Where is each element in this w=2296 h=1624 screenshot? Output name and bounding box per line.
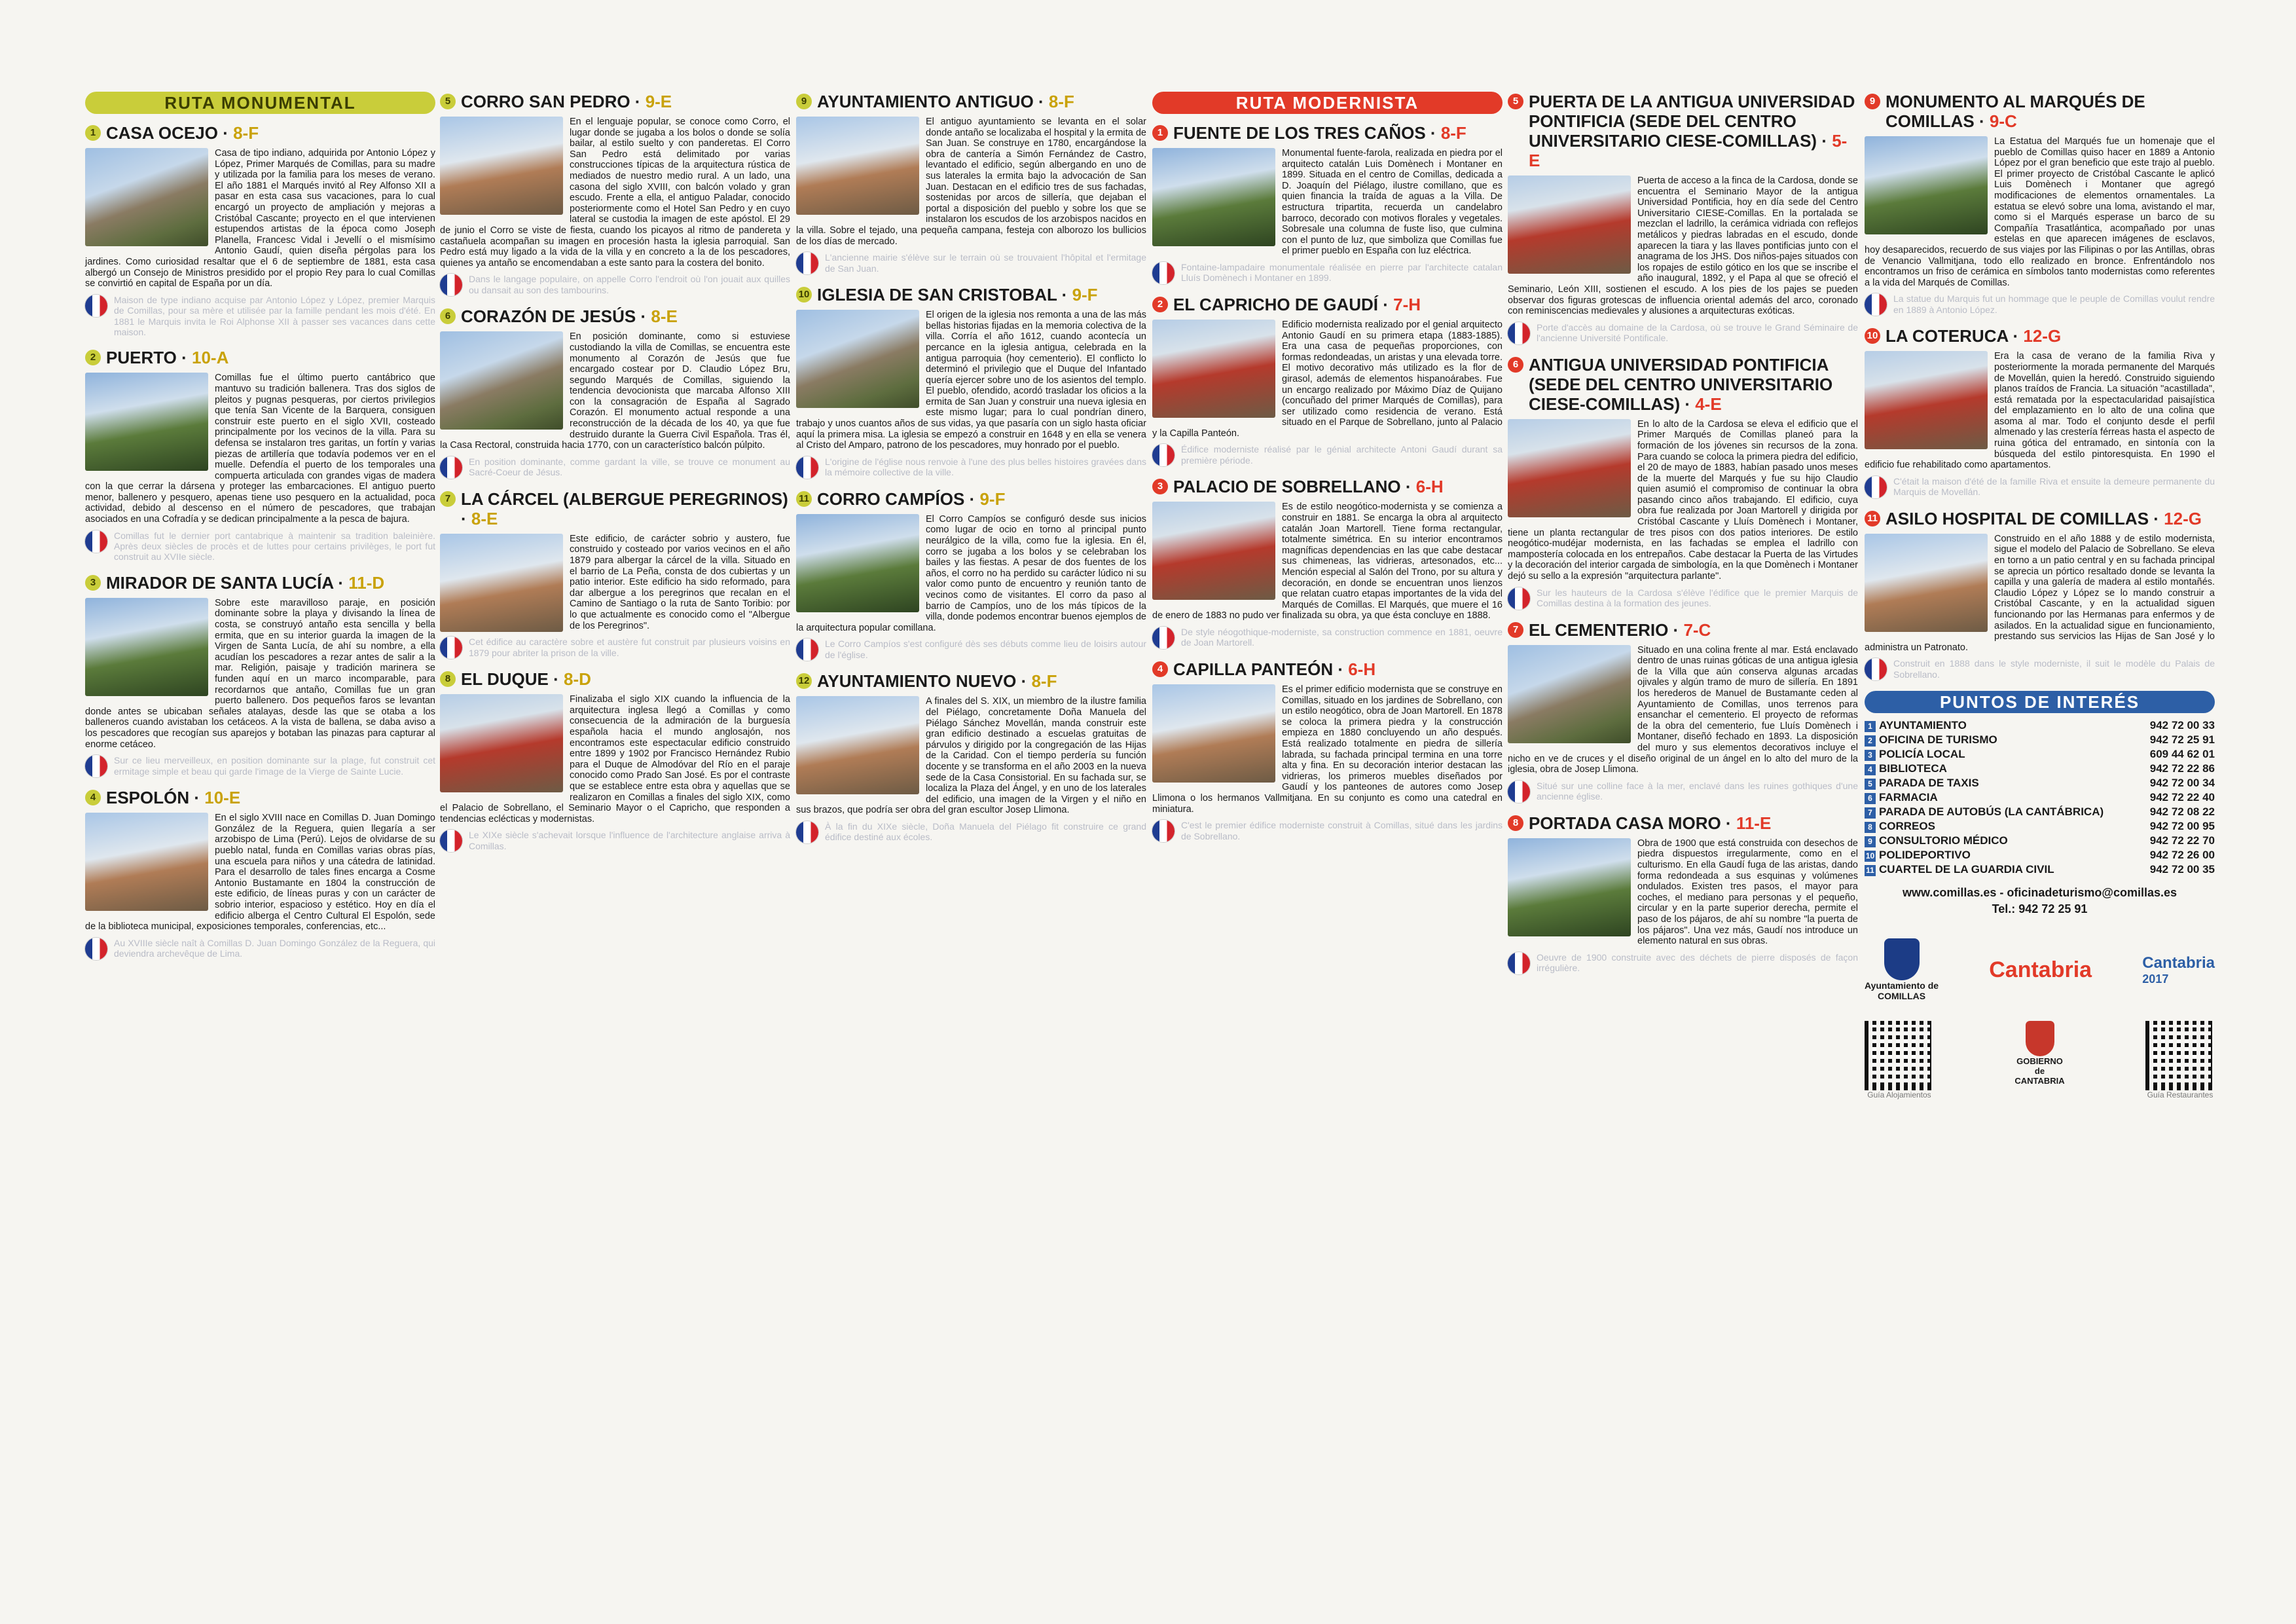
section-el-capricho: 2 EL CAPRICHO DE GAUDÍ · 7-H Edificio modernista realizado por el genial arquitecto Antonio Gaudí en su primera etapa (1883-1885). Era una casa de pequeñas proporciones, con formas redondeadas, un aristas y una elevada torre. El motivo decorativo más utilizado es la flor de girasol, además de elementos hispanoárabes. Fue un encargo realizado por Máximo Díaz de Quijano (concuñado del primer Marqués de Comillas), para ser utilizado como residencia de verano. Está situado en el Parque de Sobrellano, junto al Palacio y la Capilla Panteón. Édifice moderniste réalisé par le génial architecte Antoni Gaudí durant sa première période.: [1152, 294, 1503, 466]
section-text: Este edificio, de carácter sobrio y austero, fue construido y costeado por varios vecinos en el año 1879 para albergar la cárcel de la villa. Situado en el barrio de La Peña, consta de dos cubiertas y un patio interior. Este edificio ha sido reformado, para dar albergue a los peregrinos que recalan en el Camino de Santiago o la ruta de Santo Toribio: por lo que actualmente es conocido como el "Albergue de los Peregrinos".: [570, 533, 790, 631]
french-flag-icon: [1865, 293, 1887, 316]
section-text: El antiguo ayuntamiento se levanta en el solar donde antaño se localizaba el hospital y la ermita de San Juan. Se construye en 1780, encargándose la obra de cantería a Simón Fernández de Castro, levantado el edificio, según albergando en uno de sus laterales la ermita bajo la advocación de San Juan. Destacan en el edificio tres de sus fachadas, sostenidas por arcos de sillería, que dejaban el portal a disposición del pueblo y sobre los que se instalaron los escudos de los arzobispos nacidos en la villa. Sobre el tejado, una pequeña campana, festeja con alborozo los bullicios de los días de mercado.: [796, 117, 1146, 247]
section-number: 1: [85, 125, 101, 141]
french-flag-icon: [440, 274, 462, 296]
map-coordinate: 9-F: [979, 489, 1006, 509]
section-number: 10: [796, 287, 812, 303]
poi-row: 11 CUARTEL DE LA GUARDIA CIVIL 942 72 00 35: [1865, 862, 2215, 877]
section-number: 3: [85, 575, 101, 591]
poi-row: 9 CONSULTORIO MÉDICO 942 72 22 70: [1865, 834, 2215, 848]
french-flag-icon: [796, 252, 818, 274]
section-text: Obra de 1900 que está construida con desechos de piedra dispuestos irregularmente, como en el culturismo. En ella Gaudí fuga de las aristas, dando forma redondeada a sus esquinas y volúmenes ondulados. Existen tres pasos, el mayor para coches, el mediano para personas y el pequeño, circular y en la parte superior derecha, permite el paso de los pájaros, de ahí su nombre "la puerta de los pájaros". Una vez más, Gaudí nos introduce un elemento natural en sus obras.: [1637, 838, 1858, 947]
section-number: 8: [440, 671, 456, 687]
section-casa-ocejo: 1 CASA OCEJO · 8-F Casa de tipo indiano, adquirida por Antonio López y López, Primer Marqués de Comillas, para su madre y utilizada por la familia para los meses de verano. El año 1881 el Marqués invitó al Rey Alfonso XII a pasar en esta casa sus vacaciones, para lo cual encargó un proyecto de ampliación y mejoras a Cristóbal Cascante; proyecto en el que intervienen estupendos artistas de la época como Joseph Planella, Francesc Vidal i Jevellí o el mismísimo Antonio Gaudí, quien diseña pérgolas para los jardines. Como curiosidad resaltar que el 6 de septiembre de 1881, esta casa albergó un Consejo de Ministros presidido por el propio Rey para lo cual Comillas se convirtió en capital de España por un día. Maison de type indiano acquise par Antonio López y López, premier Marquis de Comillas, pour sa mère et utilisée par la famille pendant les mois d'été. En 1881 le Marquis invita le Roi Alphonse XII à passer ses vacances dans cette maison.: [85, 123, 435, 337]
photo-espolon: [85, 813, 208, 911]
section-palacio-sobrellano: 3 PALACIO DE SOBRELLANO · 6-H Es de estilo neogótico-modernista y se comienza a construir en 1881. Se encarga la obra al arquitecto catalán Joan Martorell. Tiene forma rectangular, totalmente simétrica. En su interior encontramos magníficas dependencias en las que cabe destacar sus chimeneas, las vidrieras, artesonados, etc... Mención especial al Salón del Trono, por su altura y decoración, en donde se encuentran unos lienzos que relatan cuatro etapas importantes de la vida del Marqués de Comillas. El Marqués, que muere el 16 de enero de 1883 no pudo ver finalizada su obra, ya que ésta concluye en 1888. De style néogothique-moderniste, sa construction commence en 1881, oeuvre de Joan Martorell.: [1152, 477, 1503, 648]
section-number: 4: [1152, 661, 1168, 677]
poi-row: 10 POLIDEPORTIVO 942 72 26 00: [1865, 849, 2215, 862]
photo-cementerio: [1508, 645, 1631, 743]
qr-code-icon: [2145, 1021, 2215, 1090]
section-number: 12: [796, 673, 812, 689]
photo-el-duque: [440, 694, 563, 792]
french-text: Sur les hauteurs de la Cardosa s'élève l'édifice que le premier Marquis de Comillas destina à la formation des jeunes.: [1537, 587, 1858, 609]
points-of-interest: [1865, 691, 2215, 877]
map-coordinate: 5-E: [1529, 131, 1848, 170]
section-title: IGLESIA DE SAN CRISTOBAL: [817, 285, 1057, 305]
section-number: 10: [1865, 328, 1880, 344]
photo-casa-ocejo: [85, 148, 208, 246]
poi-title: PUNTOS DE INTERÉS: [1865, 691, 2215, 713]
section-number: 6: [1508, 357, 1523, 373]
section-title: LA CÁRCEL (ALBERGUE PEREGRINOS): [461, 489, 788, 509]
section-title: MIRADOR DE SANTA LUCÍA: [106, 572, 334, 593]
french-flag-icon: [1152, 820, 1175, 842]
french-text: Porte d'accès au domaine de la Cardosa, où se trouve le Grand Séminaire de l'ancienne Université Pontificale.: [1537, 322, 1858, 344]
section-title: EL CAPRICHO DE GAUDÍ: [1173, 294, 1378, 314]
section-number: 5: [1508, 94, 1523, 109]
french-text: L'ancienne mairie s'élève sur le terrain où se trouvaient l'hôpital et l'ermitage de San Juan.: [825, 252, 1146, 274]
map-coordinate: 8-F: [233, 123, 259, 143]
map-coordinate: 6-H: [1348, 659, 1376, 679]
section-number: 7: [1508, 622, 1523, 638]
french-flag-icon: [1508, 952, 1530, 974]
french-text: Dans le langage populaire, on appelle Corro l'endroit où l'on jouait aux quilles ou dansait au son des tambourins.: [469, 274, 790, 295]
french-text: Construit en 1888 dans le style moderniste, il suit le modèle du Palais de Sobrellano.: [1893, 658, 2215, 680]
column-6: [1865, 92, 2215, 1099]
section-number: 2: [1152, 297, 1168, 312]
map-coordinate: 10-E: [204, 788, 241, 808]
section-number: 1: [1152, 125, 1168, 141]
section-number: 9: [1865, 94, 1880, 109]
photo-ayuntamiento-antiguo: [796, 117, 919, 215]
photo-coteruca: [1865, 351, 1988, 449]
section-text: En posición dominante, como si estuviese custodiando la villa de Comillas, se encuentra este monumento al Corazón de Jesús que fue encargado costear por D. Claudio López Bru, segundo Marqués de Comillas, siguiendo la tendencia devocionista que marcaba Alfonso XIII con la consagración de España al Sagrado Corazón. El monumento actual responde a una reconstrucción de la década de los 40, ya que fue destruido durante la Guerra Civil Española. Tras él, la Casa Rectoral, construida hacia 1770, con un característico balcón púlpito.: [440, 331, 790, 451]
map-coordinate: 4-E: [1695, 394, 1722, 414]
poi-row: 6 FARMACIA 942 72 22 40: [1865, 790, 2215, 805]
section-mirador-santa-lucia: 3 MIRADOR DE SANTA LUCÍA · 11-D Sobre este maravilloso paraje, en posición dominante sobre la playa y divisando la línea de costa, se construyó antaño esta sencilla y bella ermita, que en su interior guarda la imagen de la Virgen de Santa Lucía, de ahí su nombre, a ella acudían los pescadores a rezar antes de salir a la mar. Religión, paisaje y tradición marinera se funden aquí en un marco incomparable, para recordarnos que antaño, Comillas fue un gran puerto ballenero. Dos pequeños faros se levantan donde antes se ubicaban señales atalayas, desde las que se otaba a los balleneros cuando avistaban los cetáceos. A la vista de ballena, se daba aviso a los pescadores que recogían sus aparejos y botaban las pinazas para capturar al enorme cetáceo. Sur ce lieu merveilleux, en position dominante sur la plage, fut construit cet ermitage simple et beau qui garde l'image de la Vierge de Sainte Lucie.: [85, 572, 435, 777]
section-puerto: 2 PUERTO · 10-A Comillas fue el último puerto cantábrico que mantuvo su tradición ballenera. Tras dos siglos de pleitos y pugnas pesqueras, por ciertos privilegios que tenía San Vicente de la Barquera, consiguen construir este puerto en el siglo XVII, costeado principalmente por los vecinos de la villa. Para su defensa se instalaron tres garitas, un fortín y varias piezas de artillería que todavía podemos ver en el muelle. Defendía el puerto de los temporales una compuerta articulada con grandes vigas de madera con la que cerrar la dársena y proteger las embarcaciones. El antiguo puerto menor, ballenero y pesquero, apenas tiene uso pesquero en la actualidad, poca actividad, debido al descenso en el número de pescadores, que trabajan asociados en una Cofradía y se dedican principalmente a la pesca de bajura. Comillas fut le dernier port cantabrique à maintenir sa tradition baleinière. Après deux siècles de procès et de luttes pour certains privilèges, le port fut construit au XVIIe siècle.: [85, 348, 435, 563]
section-text: Es de estilo neogótico-modernista y se comienza a construir en 1881. Se encarga la obra al arquitecto catalán Joan Martorell. Tiene forma rectangular, totalmente simétrica. En su interior encontramos magníficas dependencias en las que cabe destacar sus chimeneas, las vidrieras, artesonados, etc... Mención especial al Salón del Trono, por su altura y decoración, en donde se encuentran unos lienzos que relatan cuatro etapas importantes de la vida del Marqués de Comillas. El Marqués, que muere el 16 de enero de 1883 no pudo ver finalizada su obra, ya que ésta concluye en 1888.: [1152, 502, 1503, 621]
section-monumento-marques: 9 MONUMENTO AL MARQUÉS DE COMILLAS · 9-C La Estatua del Marqués fue un homenaje que el pueblo de Comillas quiso hacer en 1889 a Antonio López por el gran beneficio que este trajo al pueblo. El primer proyecto de Cristóbal Cascante le aplicó Luis Domènech i Montaner que agregó modificaciones de elementos ornamentales. La estatua se elevó sobre una loma, avistando el mar, como si el Marqués esperase un barco de su Compañía Trasatlántica, acompañado por unas estelas en que aparecen imágenes de esclavos, hoy desaparecidos, recuerdo de sus viajes por las Filipinas o por las Antillas, obras de Venancio Vallmitjana, todo ello realizado en bronce. Enfrentándolo nos encontramos un friso de cerámica en símbolos tanto modernistas como referentes a la vida del Marqués de Comillas. La statue du Marquis fut un hommage que le peuple de Comillas voulut rendre en 1889 à Antonio López.: [1865, 92, 2215, 315]
section-text: Edificio modernista realizado por el genial arquitecto Antonio Gaudí en su primera etapa (1883-1885). Era una casa de pequeñas proporciones, con formas redondeadas, un aristas y una elevada torre. El motivo decorativo más utilizado es la flor de girasol, además de elementos hispanoárabes. Fue un encargo realizado por Máximo Díaz de Quijano (concuñado del primer Marqués de Comillas), para ser utilizado como residencia de verano. Está situado en el Parque de Sobrellano, junto al Palacio y la Capilla Panteón.: [1152, 319, 1503, 439]
french-flag-icon: [1865, 658, 1887, 680]
photo-palacio: [1152, 502, 1275, 600]
section-number: 11: [796, 491, 812, 507]
gobierno-cantabria-logo: GOBIERNO de CANTABRIA: [2014, 1021, 2064, 1086]
column-2: [440, 92, 790, 862]
section-title: PORTADA CASA MORO: [1529, 813, 1721, 833]
section-iglesia-san-cristobal: 10 IGLESIA DE SAN CRISTOBAL · 9-F El origen de la iglesia nos remonta a una de las más bellas historias fijadas en la memoria colectiva de la villa. Corría el año 1612, cuando acontecía un percance en la iglesia antigua, celebrada en la antigua parroquia (hoy cementerio). El conflicto lo determinó el privilegio que el Duque del Infantado quería ejercer sobre uno de los asientos del templo. El pueblo, ofendido, acordó trasladar los oficios a la ermita de San Juan y construir una nueva iglesia en este mismo lugar; para lo cual pondrían dinero, trabajo y unos cuantos años de sus vidas, ya que pasaría con un siglo hasta oficiar aquí la primera misa. La iglesia se empezó a construir en 1648 y en ella se venera al Cristo del Amparo, patrono de los pescadores, muy honrado por el pueblo. L'origine de l'église nous renvoie à l'une des plus belles histoires gravées dans la mémoire collective de la ville.: [796, 285, 1146, 478]
section-ayuntamiento-nuevo: 12 AYUNTAMIENTO NUEVO · 8-F A finales del S. XIX, un miembro de la ilustre familia del Piélago, concretamente Doña Manuela del Piélago Sánchez Movellán, manda construir este gran edificio destinado a escuelas gratuitas de párvulos y dirigido por la congregación de las Hijas de la Caridad. Con el tiempo perdería su función docente y se transforma en el año 2003 en la nueva sede de la Casa Consistorial. En su fachada sur, se localiza la Plaza del Ángel, y en uno de los laterales del edificio, una imagen de la Virgen y el niño en sus brazos, que podría ser obra del gran escultor Josep Llimona. À la fin du XIXe siècle, Doña Manuela del Piélago fit construire ce grand édifice destiné aux écoles.: [796, 671, 1146, 843]
french-text: En position dominante, comme gardant la ville, se trouve ce monument au Sacré-Coeur de Jésus.: [469, 456, 790, 478]
poi-row: 7 PARADA DE AUTOBÚS (LA CANTÁBRICA) 942 72 08 22: [1865, 805, 2215, 819]
photo-asilo: [1865, 534, 1988, 632]
poi-row: 4 BIBLIOTECA 942 72 22 86: [1865, 762, 2215, 776]
french-flag-icon: [85, 755, 107, 777]
french-text: C'est le premier édifice moderniste construit à Comillas, situé dans les jardins de Sobrellano.: [1181, 820, 1503, 841]
section-title: PALACIO DE SOBRELLANO: [1173, 477, 1401, 497]
photo-capricho: [1152, 320, 1275, 418]
photo-universidad: [1508, 419, 1631, 517]
french-flag-icon: [796, 456, 818, 479]
french-flag-icon: [85, 530, 107, 553]
logos-row: [1865, 938, 2215, 1001]
french-text: Le XIXe siècle s'achevait lorsque l'influence de l'architecture anglaise arriva à Comillas.: [469, 830, 790, 851]
map-coordinate: 8-F: [1031, 671, 1057, 692]
section-text: A finales del S. XIX, un miembro de la ilustre familia del Piélago, concretamente Doña Manuela del Piélago Sánchez Movellán, manda construir este gran edificio destinado a escuelas gratuitas de párvulos y dirigido por la congregación de las Hijas de la Caridad. Con el tiempo perdería su función docente y se transforma en el año 2003 en la nueva sede de la Casa Consistorial. En su fachada sur, se localiza la Plaza del Ángel, y en uno de los laterales del edificio, una imagen de la Virgen y el niño en sus brazos, que podría ser obra del gran escultor Josep Llimona.: [796, 696, 1146, 816]
photo-iglesia: [796, 310, 919, 408]
section-title: CORRO CAMPÍOS: [817, 489, 965, 509]
section-corazon-de-jesus: 6 CORAZÓN DE JESÚS · 8-E En posición dominante, como si estuviese custodiando la villa de Comillas, se encuentra este monumento al Corazón de Jesús que fue encargado costear por D. Claudio López Bru, segundo Marqués de Comillas, siguiendo la tendencia devocionista que marcaba Alfonso XIII con la consagración de España al Sagrado Corazón. El monumento actual responde a una reconstrucción de la década de los 40, ya que fue destruido durante la Guerra Civil Española. Tras él, la Casa Rectoral, construida hacia 1770, con un característico balcón púlpito. En position dominante, comme gardant la ville, se trouve ce monument au Sacré-Coeur de Jésus.: [440, 306, 790, 478]
coat-of-arms-icon: [1884, 938, 1920, 980]
poi-row: 8 CORREOS 942 72 00 95: [1865, 819, 2215, 834]
section-espolon: 4 ESPOLÓN · 10-E En el siglo XVIII nace en Comillas D. Juan Domingo González de la Reguera, quien llegaría a ser arzobispo de Lima (Perú). Lejos de olvidarse de su pueblo natal, funda en Comillas varias obras pías, una escuela para niños y una cátedra de latinidad. Para el desarrollo de tales fines encarga a Cosme Antonio Bustamante en 1804 la construcción de este edificio, de líneas puras y con un carácter de sobrio interior, espacioso y estético. Hoy en día el edificio alberga el Centro Cultural El Espolón, sede de la biblioteca municipal, exposiciones temporales, conferencias, etc... Au XVIIIe siècle naît à Comillas D. Juan Domingo González de la Reguera, qui deviendra archevêque de Lima.: [85, 788, 435, 959]
french-flag-icon: [1508, 781, 1530, 803]
photo-la-carcel: [440, 534, 563, 632]
qr-restaurantes[interactable]: Guía Restaurantes: [2145, 1021, 2215, 1099]
section-number: 5: [440, 94, 456, 109]
photo-fuente: [1152, 148, 1275, 246]
website-email[interactable]: www.comillas.es - oficinadeturismo@comillas.es: [1902, 886, 2178, 900]
french-text: Maison de type indiano acquise par Antonio López y López, premier Marquis de Comillas, pour sa mère et utilisée par la famille pendant les mois d'été. En 1881 le Marquis invita le Roi Alphonse XII à passer ses vacances dans cette maison.: [114, 294, 435, 337]
french-flag-icon: [85, 295, 107, 317]
photo-casa-moro: [1508, 838, 1631, 936]
section-universidad-pontificia: 6 ANTIGUA UNIVERSIDAD PONTIFICIA (SEDE DEL CENTRO UNIVERSITARIO CIESE-COMILLAS) · 4-E En lo alto de la Cardosa se eleva el edificio que el Primer Marqués de Comillas planeó para la formación de los jóvenes sin recursos de la zona. Para cuando se coloca la primera piedra del edificio, el 20 de mayo de 1883, habían pasado unos meses de la muerte del Marqués y fue su hijo Claudio quien asumió el compromiso de continuar la obra pasando cinco años trabajando. El edificio, cuya obra fue realizada por Joan Martorell y dirigida por Cristóbal Cascante y Lluís Domènech i Montaner, tiene un planta rectangular de tres pisos con dos patios interiores. De estilo neogótico-mudéjar modernista, en las fachadas se emplea el ladrillo con mampostería colocada en los entrepaños. Cabe destacar la Puerta de las Virtudes y la decoración del interior cargada de simbología, en la que Domènech i Montaner dejó su sello a la expresión "arquitectura parlante". Sur les hauteurs de la Cardosa s'élève l'édifice que le premier Marquis de Comillas destina à la formation des jeunes.: [1508, 354, 1858, 609]
map-coordinate: 9-F: [1072, 285, 1098, 305]
photo-ayuntamiento-nuevo: [796, 696, 919, 794]
french-flag-icon: [1152, 627, 1175, 649]
french-flag-icon: [796, 638, 818, 661]
french-flag-icon: [85, 938, 107, 960]
french-flag-icon: [1508, 322, 1530, 344]
section-text: Puerta de acceso a la finca de la Cardosa, donde se encuentra el Seminario Mayor de la antigua Universidad Pontificia, hoy en día sede del Centro Universitario CIESE-Comillas. En la portalada se mezclan el ladrillo, la cerámica vidriada con reflejos metálicos y piedras labradas en el escudo, donde aparecen la tiara y las llaves pontificias junto con el anagrama de los JHS. Dos niños-pajes situados con los ropajes de estilo gótico en los que se inscribe el año inaugural, 1892, y el Papa al que se ofreció el Seminario, León XIII, sostienen el escudo. A los pies de los pajes se pueden observar dos figuras grotescas de influencia oriental además del arco, coronado con reminiscencias medievales y alusiones a arquitecturas exóticas.: [1508, 175, 1858, 317]
section-la-carcel: 7 LA CÁRCEL (ALBERGUE PEREGRINOS) · 8-E Este edificio, de carácter sobrio y austero, fue construido y costeado por varios vecinos en el año 1879 para albergar la cárcel de la villa. Situado en el barrio de La Peña, consta de dos cubiertas y un patio interior. Este edificio ha sido reformado, para dar albergue a los peregrinos que recalan en el Camino de Santiago o la ruta de Santo Toribio: por lo que actualmente es conocido como el "Albergue de los Peregrinos". Cet édifice au caractère sobre et austère fut construit par plusieurs voisins en 1879 pour abriter la prison de la ville.: [440, 489, 790, 659]
ruta-monumental-header: RUTA MONUMENTAL: [85, 92, 435, 114]
french-flag-icon: [440, 830, 462, 852]
section-title: AYUNTAMIENTO ANTIGUO: [817, 92, 1034, 111]
section-number: 3: [1152, 479, 1168, 494]
section-text: En el siglo XVIII nace en Comillas D. Juan Domingo González de la Reguera, quien llegaría a ser arzobispo de Lima (Perú). Lejos de olvidarse de su pueblo natal, funda en Comillas varias obras pías, una escuela para niños y una cátedra de latinidad. Para el desarrollo de tales fines encarga a Cosme Antonio Bustamante en 1804 la construcción de este edificio, de líneas puras y con un carácter de sobrio interior, espacioso y estético. Hoy en día el edificio alberga el Centro Cultural El Espolón, sede de la biblioteca municipal, exposiciones temporales, conferencias, etc...: [85, 813, 435, 932]
section-title: CORRO SAN PEDRO: [461, 92, 630, 111]
map-coordinate: 8-F: [1048, 92, 1074, 111]
section-text: Monumental fuente-farola, realizada en piedra por el arquitecto catalán Luis Domènech i Montaner en 1899. Situada en el centro de Comillas, dedicada a D. Joaquín del Piélago, ilustre comillano, que es quien financia la traída de aguas a la Villa. De estructura tripartita, recuerda un candelabro barroco, decorado con motivos florales y vegetales. Sobresale una columna de fuste liso, que culmina con el punto de luz, que simboliza que Comillas fue el primer pueblo en España con luz eléctrica.: [1282, 148, 1503, 257]
map-coordinate: 7-C: [1683, 619, 1711, 640]
column-3: [796, 92, 1146, 854]
section-text: El origen de la iglesia nos remonta a una de las más bellas historias fijadas en la memoria colectiva de la villa. Corría el año 1612, cuando acontecía un percance en la iglesia antigua, celebrada en la antigua parroquia (hoy cementerio). El conflicto lo determinó el privilegio que el Duque del Infantado quería ejercer sobre uno de los asientos del templo. El pueblo, ofendido, acordó trasladar los oficios a la ermita de San Juan y construir una nueva iglesia en este mismo lugar; para lo cual pondrían dinero, trabajo y unos cuantos años de sus vidas, ya que pasaría con un siglo hasta oficiar aquí la primera misa. La iglesia se empezó a construir en 1648 y en ella se venera al Cristo del Amparo, patrono de los pescadores, muy honrado por el pueblo.: [796, 310, 1146, 451]
contact-phone: Tel.: 942 72 25 91: [1992, 902, 2088, 916]
french-flag-icon: [440, 637, 462, 659]
section-text: Sobre este maravilloso paraje, en posición dominante sobre la playa y divisando la línea de costa, se construyó antaño esta sencilla y bella ermita, que en su interior guarda la imagen de la Virgen de Santa Lucía, de ahí su nombre, a ella acudían los pescadores a rezar antes de salir a la mar. Religión, paisaje y tradición marinera se funden aquí en un marco incomparable, para recordarnos que antaño, Comillas fue un gran puerto ballenero. Dos pequeños faros se levantan donde antes se ubicaban señales atalayas, desde las que se otaba a los balleneros cuando avistaban los cetáceos. A la vista de ballena, se daba aviso a los pescadores que recogían sus aparejos y botaban las pinazas para capturar al enorme cetáceo.: [85, 597, 435, 750]
photo-puerto: [85, 373, 208, 471]
section-title: PUERTA DE LA ANTIGUA UNIVERSIDAD PONTIFICIA (SEDE DEL CENTRO UNIVERSITARIO CIESE-COMILLAS): [1529, 92, 1855, 151]
section-text: La Estatua del Marqués fue un homenaje que el pueblo de Comillas quiso hacer en 1889 a Antonio López por el gran beneficio que este trajo al pueblo. El primer proyecto de Cristóbal Cascante le aplicó Luis Domènech i Montaner que agregó modificaciones de elementos ornamentales. La estatua se elevó sobre una loma, avistando el mar, como si el Marqués esperase un barco de su Compañía Trasatlántica, acompañado por unas estelas en que aparecen imágenes de esclavos, hoy desaparecidos, recuerdo de sus viajes por las Filipinas o por las Antillas, obras de Venancio Vallmitjana, todo ello realizado en bronce. Enfrentándolo nos encontramos un friso de cerámica en símbolos tanto modernistas como referentes a la vida del Marqués de Comillas.: [1865, 136, 2215, 288]
coat-of-arms-icon: [2026, 1021, 2054, 1056]
french-flag-icon: [440, 456, 462, 479]
map-coordinate: 12-G: [2164, 508, 2202, 528]
section-asilo-hospital: 11 ASILO HOSPITAL DE COMILLAS · 12-G Construido en el año 1888 y de estilo modernista, sigue el modelo del Palacio de Sobrellano. Se eleva en torno a un patio central y en su fachada principal se aprecia un pórtico resaltado donde se levanta la capilla y una galería de madera al estilo montañés. Claudio López y López se lo mando construir a Cristóbal Cascante, y en la actualidad siguen funcionando por las Hermanas para enfermos y de asilados. En la actualidad sigue en funcionamiento, prestando sus servicios las Hijas de San José y lo administra un Patronato. Construit en 1888 dans le style moderniste, il suit le modèle du Palais de Sobrellano.: [1865, 508, 2215, 680]
french-text: Sur ce lieu merveilleux, en position dominante sur la plage, fut construit cet ermitage simple et beau qui garde l'image de la Vierge de Sainte Lucie.: [114, 755, 435, 777]
ayuntamiento-logo: Ayuntamiento de COMILLAS: [1865, 938, 1939, 1001]
poi-table: [1865, 718, 2215, 877]
qr-row: [1865, 1021, 2215, 1099]
column-4: [1152, 92, 1503, 853]
section-title: FUENTE DE LOS TRES CAÑOS: [1173, 123, 1426, 143]
section-title: LA COTERUCA: [1886, 326, 2009, 346]
french-flag-icon: [1865, 476, 1887, 498]
section-el-duque: 8 EL DUQUE · 8-D Finalizaba el siglo XIX cuando la influencia de la arquitectura inglesa llegó a Comillas y como consecuencia de la admiración de la burguesía española hacia el mundo anglosajón, nos encontramos este espectacular edificio construido entre 1899 y 1902 por Francisco Hernández Rubio para el Duque de Almodóvar del Río en el paraje conocido como Prado San José. Es por el contraste que se establece entre esta obra y aquellas que se realizaron en Comillas a finales del siglo XIX, como el Palacio de Sobrellano, el Seminario Mayor o el Capricho, que responden a tendencias eclécticas y modernistas. Le XIXe siècle s'achevait lorsque l'influence de l'architecture anglaise arriva à Comillas.: [440, 669, 790, 851]
section-number: 2: [85, 350, 101, 365]
section-number: 7: [440, 491, 456, 507]
section-title: CORAZÓN DE JESÚS: [461, 306, 636, 327]
section-text: Situado en una colina frente al mar. Está enclavado dentro de unas ruinas góticas de una antigua iglesia de la Villa que aún conserva algunas arcadas ojivales y algún tramo de muro de sillería. En 1891 los herederos de Manuel de Bustamante ceden al Ayuntamiento de Comillas, unos terrenos para ensanchar el cementerio. El proyecto de reformas de la obra del cementerio, fue Lluís Domènech i Montaner, diseñó fechado en 1893. La disposición del muro y sus elementos decorativos incluye el nicho en ve de cruces y el diseño original de un ángel en lo alto del muro de la iglesia, obra de Josep Llimona.: [1508, 644, 1858, 775]
cantabria-2017-logo: Cantabria 2017: [2142, 953, 2215, 986]
french-text: C'était la maison d'été de la famille Riva et ensuite la demeure permanente du Marquis de Movellán.: [1893, 475, 2215, 498]
photo-monumento: [1865, 136, 1988, 234]
section-title: CAPILLA PANTEÓN: [1173, 659, 1334, 679]
section-number: 11: [1865, 511, 1880, 526]
column-1: [85, 92, 435, 970]
map-coordinate: 11-D: [348, 572, 385, 593]
poi-row: 1 AYUNTAMIENTO 942 72 00 33: [1865, 718, 2215, 733]
qr-code-icon: [1865, 1021, 1934, 1090]
section-number: 4: [85, 790, 101, 805]
french-text: Au XVIIIe siècle naît à Comillas D. Juan Domingo González de la Reguera, qui deviendra archevêque de Lima.: [114, 937, 435, 959]
photo-puerta: [1508, 175, 1631, 274]
french-text: Cet édifice au caractère sobre et austère fut construit par plusieurs voisins en 1879 pour abriter la prison de la ville.: [469, 637, 790, 658]
map-coordinate: 6-H: [1415, 477, 1444, 497]
section-title: CASA OCEJO: [106, 123, 218, 143]
french-text: L'origine de l'église nous renvoie à l'une des plus belles histoires gravées dans la mémoire collective de la ville.: [825, 456, 1146, 478]
map-coordinate: 8-D: [563, 669, 591, 690]
section-corro-san-pedro: 5 CORRO SAN PEDRO · 9-E En el lenguaje popular, se conoce como Corro, el lugar donde se jugaba a los bolos o donde se solía bailar, al estilo suelto y con panderetas. El Corro San Pedro está delimitado por varias construcciones típicas de la arquitectura rústica de mediados de nuestro medio rural. A un lado, una casona del siglo XVIII, con balcón volado y gran escudo. Frente a ella, el antiguo Paladar, conocido posteriormente como el Hotel San Pedro y en cuyo lateral se custodia la imagen de este apóstol. El 29 de junio el Corro se viste de fiesta, cuando los picayos al ritmo de pandereta y castañuela acompañan su imagen en procesión hasta la iglesia parroquial. San Pedro está muy ligado a la vida de la villa y en concreto a la de los pescadores, quienes ya antaño se encomendaban a este santo para la costera del bonito. Dans le langage populaire, on appelle Corro l'endroit où l'on jouait aux quilles ou dansait au son des tambourins.: [440, 92, 790, 295]
section-text: El Corro Campíos se configuró desde sus inicios como lugar de ocio en torno al principal punto neurálgico de la villa, como fue la iglesia. En él, corro se jugaba a los bolos y se celebraban los bailes y las fiestas. A pesar de dos fuentes de los años, el corro no ha perdido su carácter lúdico ni su valor como punto de encuentro y reunión tanto de vecinos como de visitantes. El corro da paso al barrio de Campíos, uno de los más típicos de la villa, donde podemos encontrar buenos ejemplos de la arquitectura popular comillana.: [796, 513, 1146, 633]
column-5: [1508, 92, 1858, 985]
map-coordinate: 12-G: [2023, 326, 2062, 346]
section-title: ANTIGUA UNIVERSIDAD PONTIFICIA (SEDE DEL CENTRO UNIVERSITARIO CIESE-COMILLAS): [1529, 354, 1833, 414]
section-text: Comillas fue el último puerto cantábrico que mantuvo su tradición ballenera. Tras dos siglos de pleitos y pugnas pesqueras, por ciertos privilegios que tenía San Vicente de la Barquera, consiguen construir este puerto en el siglo XVII, costeado principalmente por los vecinos de la villa. Para su defensa se instalaron tres garitas, un fortín y varias piezas de artillería que todavía podemos ver en el muelle. Defendía el puerto de los temporales una compuerta articulada con grandes vigas de madera con la que cerrar la dársena y proteger las embarcaciones. El antiguo puerto menor, ballenero y pesquero, apenas tiene uso pesquero en la actualidad, poca actividad, debido al descenso en el número de pescadores, que trabajan asociados en una Cofradía y se dedican principalmente a la pesca de bajura.: [85, 373, 435, 525]
section-text: Casa de tipo indiano, adquirida por Antonio López y López, Primer Marqués de Comillas, para su madre y utilizada por la familia para los meses de verano. El año 1881 el Marqués invitó al Rey Alfonso XII a pasar en esta casa sus vacaciones, para lo cual encargó un proyecto de ampliación y mejoras a Cristóbal Cascante; proyecto en el que intervienen estupendos artistas de la época como Joseph Planella, Francesc Vidal i Jevellí o el mismísimo Antonio Gaudí, quien diseña pérgolas para los jardines. Como curiosidad resaltar que el 6 de septiembre de 1881, esta casa albergó un Consejo de Ministros presidido por el propio Rey para lo cual Comillas se convirtió en capital de España por un día.: [85, 148, 435, 289]
map-coordinate: 11-E: [1736, 813, 1772, 833]
photo-corro-san-pedro: [440, 117, 563, 215]
section-title: ESPOLÓN: [106, 788, 190, 808]
qr-alojamientos[interactable]: Guía Alojamientos: [1865, 1021, 1934, 1099]
section-title: PUERTO: [106, 348, 177, 368]
section-fuente-tres-canos: 1 FUENTE DE LOS TRES CAÑOS · 8-F Monumental fuente-farola, realizada en piedra por el arquitecto catalán Luis Domènech i Montaner en 1899. Situada en el centro de Comillas, dedicada a D. Joaquín del Piélago, ilustre comillano, que es quien financia la traída de aguas a la Villa. De estructura tripartita, recuerda un candelabro barroco, decorado con motivos florales y vegetales. Sobresale una columna de fuste liso, que culmina con el punto de luz, que simboliza que Comillas fue el primer pueblo en España con luz eléctrica. Fontaine-lampadaire monumentale réalisée en pierre par l'architecte catalan Lluís Domènech i Montaner en 1899.: [1152, 123, 1503, 284]
section-number: 6: [440, 308, 456, 324]
section-title: ASILO HOSPITAL DE COMILLAS: [1886, 508, 2149, 528]
section-puerta-universidad: 5 PUERTA DE LA ANTIGUA UNIVERSIDAD PONTIFICIA (SEDE DEL CENTRO UNIVERSITARIO CIESE-COMILLAS) · 5-E Puerta de acceso a la finca de la Cardosa, donde se encuentra el Seminario Mayor de la antigua Universidad Pontificia, hoy en día sede del Centro Universitario CIESE-Comillas. En la portalada se mezclan el ladrillo, la cerámica vidriada con reflejos metálicos y piedras labradas en el escudo, donde aparecen la tiara y las llaves pontificias junto con el anagrama de los JHS. Dos niños-pajes situados con los ropajes de estilo gótico en los que se inscribe el año inaugural, 1892, y el Papa al que se ofreció el Seminario, León XIII, sostienen el escudo. A los pies de los pajes se pueden observar dos figuras grotescas de influencia oriental además del arco, coronado con reminiscencias medievales y alusiones a arquitecturas exóticas. Porte d'accès au domaine de la Cardosa, où se trouve le Grand Séminaire de l'ancienne Université Pontificale.: [1508, 92, 1858, 344]
section-la-coteruca: 10 LA COTERUCA · 12-G Era la casa de verano de la familia Riva y posteriormente la morada permanente del Marqués de Movellán, quien la heredó. Construido siguiendo planos traídos de Francia. La situación "acastillada", está rematada por la espectacularidad paisajística del emplazamiento en lo alto de una colina que asoma al mar. Todo el conjunto desde el perfil almenado y las crestería férreas hasta el aspecto de ruina gótica del entramado, en sintonía con la búsqueda del estilo pintoresquista. En 1990 el edificio fue rehabilitado como apartamentos. C'était la maison d'été de la famille Riva et ensuite la demeure permanente du Marquis de Movellán.: [1865, 326, 2215, 498]
photo-corazon-de-jesus: [440, 331, 563, 430]
french-text: La statue du Marquis fut un hommage que le peuple de Comillas voulut rendre en 1889 à Antonio López.: [1893, 293, 2215, 315]
french-text: De style néogothique-moderniste, sa construction commence en 1881, oeuvre de Joan Martorell.: [1181, 627, 1503, 648]
section-text: Es el primer edificio modernista que se construye en Comillas, situado en los jardines de Sobrellano, con un estilo neogótico, obra de Joan Martorell. En 1878 se coloca la primera piedra y la construcción empieza en 1880 concluyendo un año después. Está realizado totalmente en piedra de sillería labrada, su fachada principal termina en una torre alta y fina. En su decoración interior destacan las vidrieras, los primeros muebles diseñados por Gaudí y los panteones de autores como Josep Llimona o los hermanos Vallmitjana. En su conjunto es como una catedral en miniatura.: [1152, 684, 1503, 815]
section-text: En el lenguaje popular, se conoce como Corro, el lugar donde se jugaba a los bolos o donde se solía bailar, al estilo suelto y con panderetas. El Corro San Pedro está delimitado por varias construcciones típicas de la arquitectura rústica de mediados de nuestro medio rural. A un lado, una casona del siglo XVIII, con balcón volado y gran escudo. Frente a ella, el antiguo Paladar, conocido posteriormente como el Hotel San Pedro y en cuyo lateral se custodia la imagen de este apóstol. El 29 de junio el Corro se viste de fiesta, cuando los picayos al ritmo de pandereta y castañuela acompañan su imagen en procesión hasta la iglesia parroquial. San Pedro está muy ligado a la vida de la villa y en concreto a la de los pescadores, quienes ya antaño se encomendaban a este santo para la costera del bonito.: [440, 117, 790, 268]
french-flag-icon: [1508, 587, 1530, 610]
section-corro-campios: 11 CORRO CAMPÍOS · 9-F El Corro Campíos se configuró desde sus inicios como lugar de ocio en torno al principal punto neurálgico de la villa, como fue la iglesia. En él, corro se jugaba a los bolos y se celebraban los bailes y las fiestas. A pesar de dos fuentes de los años, el corro no ha perdido su carácter lúdico ni su valor como punto de encuentro y reunión tanto de vecinos como de visitantes. El corro da paso al barrio de Campíos, uno de los más típicos de la villa, donde podemos encontrar buenos ejemplos de la arquitectura popular comillana. Le Corro Campíos s'est configuré dès ses débuts comme lieu de loisirs autour de l'église.: [796, 489, 1146, 660]
french-flag-icon: [1152, 262, 1175, 284]
section-title: EL DUQUE: [461, 669, 549, 690]
map-coordinate: 9-E: [645, 92, 672, 111]
map-coordinate: 9-C: [1989, 111, 2017, 131]
french-flag-icon: [796, 821, 818, 843]
section-text: Era la casa de verano de la familia Riva y posteriormente la morada permanente del Marqués de Movellán, quien la heredó. Construido siguiendo planos traídos de Francia. La situación "acastillada", está rematada por la espectacularidad paisajística del emplazamiento en lo alto de una colina que asoma al mar. Todo el conjunto desde el perfil almenado y las crestería férreas hasta el aspecto de ruina gótica del entramado, en sintonía con la búsqueda del estilo pintoresquista. En 1990 el edificio fue rehabilitado como apartamentos.: [1865, 351, 2215, 471]
section-text: Construido en el año 1888 y de estilo modernista, sigue el modelo del Palacio de Sobrellano. Se eleva en torno a un patio central y en su fachada principal se aprecia un pórtico resaltado donde se levanta la capilla y una galería de madera al estilo montañés. Claudio López y López se lo mando construir a Cristóbal Cascante, y en la actualidad siguen funcionando por las Hermanas para enfermos y de asilados. En la actualidad sigue en funcionamiento, prestando sus servicios las Hijas de San José y lo administra un Patronato.: [1865, 533, 2215, 653]
section-number: 8: [1508, 815, 1523, 831]
ruta-modernista-header: RUTA MODERNISTA: [1152, 92, 1503, 114]
section-cementerio: 7 EL CEMENTERIO · 7-C Situado en una colina frente al mar. Está enclavado dentro de unas ruinas góticas de una antigua iglesia de la Villa que aún conserva algunas arcadas ojivales y algún tramo de muro de sillería. En 1891 los herederos de Manuel de Bustamante ceden al Ayuntamiento de Comillas, unos terrenos para ensanchar el cementerio. El proyecto de reformas de la obra del cementerio, fue Lluís Domènech i Montaner, diseñó fechado en 1893. La disposición del muro y sus elementos decorativos incluye el nicho en ve de cruces y el diseño original de un ángel en lo alto del muro de la iglesia, obra de Josep Llimona. Situé sur une colline face à la mer, enclavé dans les ruines gothiques d'une ancienne église.: [1508, 619, 1858, 802]
french-text: À la fin du XIXe siècle, Doña Manuela del Piélago fit construire ce grand édifice destiné aux écoles.: [825, 821, 1146, 843]
section-text: En lo alto de la Cardosa se eleva el edificio que el Primer Marqués de Comillas planeó para la formación de los jóvenes sin recursos de la zona. Para cuando se coloca la primera piedra del edificio, el 20 de mayo de 1883, habían pasado unos meses de la muerte del Marqués y fue su hijo Claudio quien asumió el compromiso de continuar la obra pasando cinco años trabajando. El edificio, cuya obra fue realizada por Joan Martorell y dirigida por Cristóbal Cascante y Lluís Domènech i Montaner, tiene un planta rectangular de tres pisos con dos patios interiores. De estilo neogótico-mudéjar modernista, en las fachadas se emplea el ladrillo con mampostería colocada en los entrepaños. Cabe destacar la Puerta de las Virtudes y la decoración del interior cargada de simbología, en la que Domènech i Montaner dejó su sello a la expresión "arquitectura parlante".: [1508, 418, 1858, 582]
section-capilla-panteon: 4 CAPILLA PANTEÓN · 6-H Es el primer edificio modernista que se construye en Comillas, situado en los jardines de Sobrellano, con un estilo neogótico, obra de Joan Martorell. En 1878 se coloca la primera piedra y la construcción empieza en 1880 concluyendo un año después. Está realizado totalmente en piedra de sillería labrada, su fachada principal termina en una torre alta y fina. En su decoración interior destacan las vidrieras, los primeros muebles diseñados por Gaudí y los panteones de autores como Josep Llimona o los hermanos Vallmitjana. En su conjunto es como una catedral en miniatura. C'est le premier édifice moderniste construit à Comillas, situé dans les jardins de Sobrellano.: [1152, 659, 1503, 841]
section-text: Finalizaba el siglo XIX cuando la influencia de la arquitectura inglesa llegó a Comillas y como consecuencia de la admiración de la burguesía española hacia el mundo anglosajón, nos encontramos este espectacular edificio construido entre 1899 y 1902 por Francisco Hernández Rubio para el Duque de Almodóvar del Río en el paraje conocido como Prado San José. Es por el contraste que se establece entre esta obra y aquellas que se realizaron en Comillas a finales del siglo XIX, como el Palacio de Sobrellano, el Seminario Mayor o el Capricho, que responden a tendencias eclécticas y modernistas.: [440, 694, 790, 824]
section-number: 9: [796, 94, 812, 109]
map-coordinate: 8-E: [471, 508, 498, 528]
french-text: Fontaine-lampadaire monumentale réalisée en pierre par l'architecte catalan Lluís Domènech i Montaner en 1899.: [1181, 261, 1503, 284]
section-casa-moro: 8 PORTADA CASA MORO · 11-E Obra de 1900 que está construida con desechos de piedra dispuestos irregularmente, como en el culturismo. En ella Gaudí fuga de las aristas, dando forma redondeada a sus esquinas y volúmenes ondulados. Existen tres pasos, el mayor para coches, el mediano para personas y el pequeño, circular y en la parte superior derecha, permite el paso de los pájaros, de ahí su nombre "la puerta de los pájaros". Una vez más, Gaudí nos introduce un elemento natural en sus obras. Oeuvre de 1900 construite avec des déchets de pierre disposés de façon irrégulière.: [1508, 813, 1858, 974]
map-coordinate: 10-A: [191, 348, 229, 368]
photo-capilla: [1152, 684, 1275, 783]
map-coordinate: 8-F: [1440, 123, 1467, 143]
french-text: Comillas fut le dernier port cantabrique à maintenir sa tradition baleinière. Après deux siècles de procès et de luttes pour certains privilèges, le port fut construit au XVIIe siècle.: [114, 530, 435, 563]
french-flag-icon: [1152, 444, 1175, 466]
section-ayuntamiento-antiguo: 9 AYUNTAMIENTO ANTIGUO · 8-F El antiguo ayuntamiento se levanta en el solar donde antaño se localizaba el hospital y la ermita de San Juan. Se construye en 1780, encargándose la obra de cantería a Simón Fernández de Castro, levantado el edificio, según albergando en uno de sus laterales la ermita bajo la advocación de San Juan. Destacan en el edificio tres de sus fachadas, sostenidas por arcos de sillería, que dejaban el portal a disposición del pueblo y sobre los que se instalaron los escudos de los arzobispos nacidos en la villa. Sobre el tejado, una pequeña campana, festeja con alborozo los bullicios de los días de mercado. L'ancienne mairie s'élève sur le terrain où se trouvaient l'hôpital et l'ermitage de San Juan.: [796, 92, 1146, 274]
poi-row: 5 PARADA DE TAXIS 942 72 00 34: [1865, 776, 2215, 790]
french-text: Le Corro Campíos s'est configuré dès ses débuts comme lieu de loisirs autour de l'église.: [825, 638, 1146, 660]
photo-mirador: [85, 598, 208, 696]
section-title: EL CEMENTERIO: [1529, 619, 1669, 640]
section-title: AYUNTAMIENTO NUEVO: [817, 671, 1017, 692]
poi-row: 2 OFICINA DE TURISMO 942 72 25 91: [1865, 733, 2215, 747]
french-text: Situé sur une colline face à la mer, enclavé dans les ruines gothiques d'une ancienne église.: [1537, 780, 1858, 802]
poi-row: 3 POLICÍA LOCAL 609 44 62 01: [1865, 747, 2215, 762]
french-text: Oeuvre de 1900 construite avec des déchets de pierre disposés de façon irrégulière.: [1537, 951, 1858, 974]
french-text: Édifice moderniste réalisé par le génial architecte Antoni Gaudí durant sa première période.: [1181, 444, 1503, 466]
cantabria-logo: Cantabria: [1989, 957, 2092, 982]
photo-corro-campios: [796, 514, 919, 612]
map-coordinate: 7-H: [1393, 294, 1421, 314]
map-coordinate: 8-E: [651, 306, 678, 327]
section-title: MONUMENTO AL MARQUÉS DE COMILLAS: [1886, 92, 2145, 131]
